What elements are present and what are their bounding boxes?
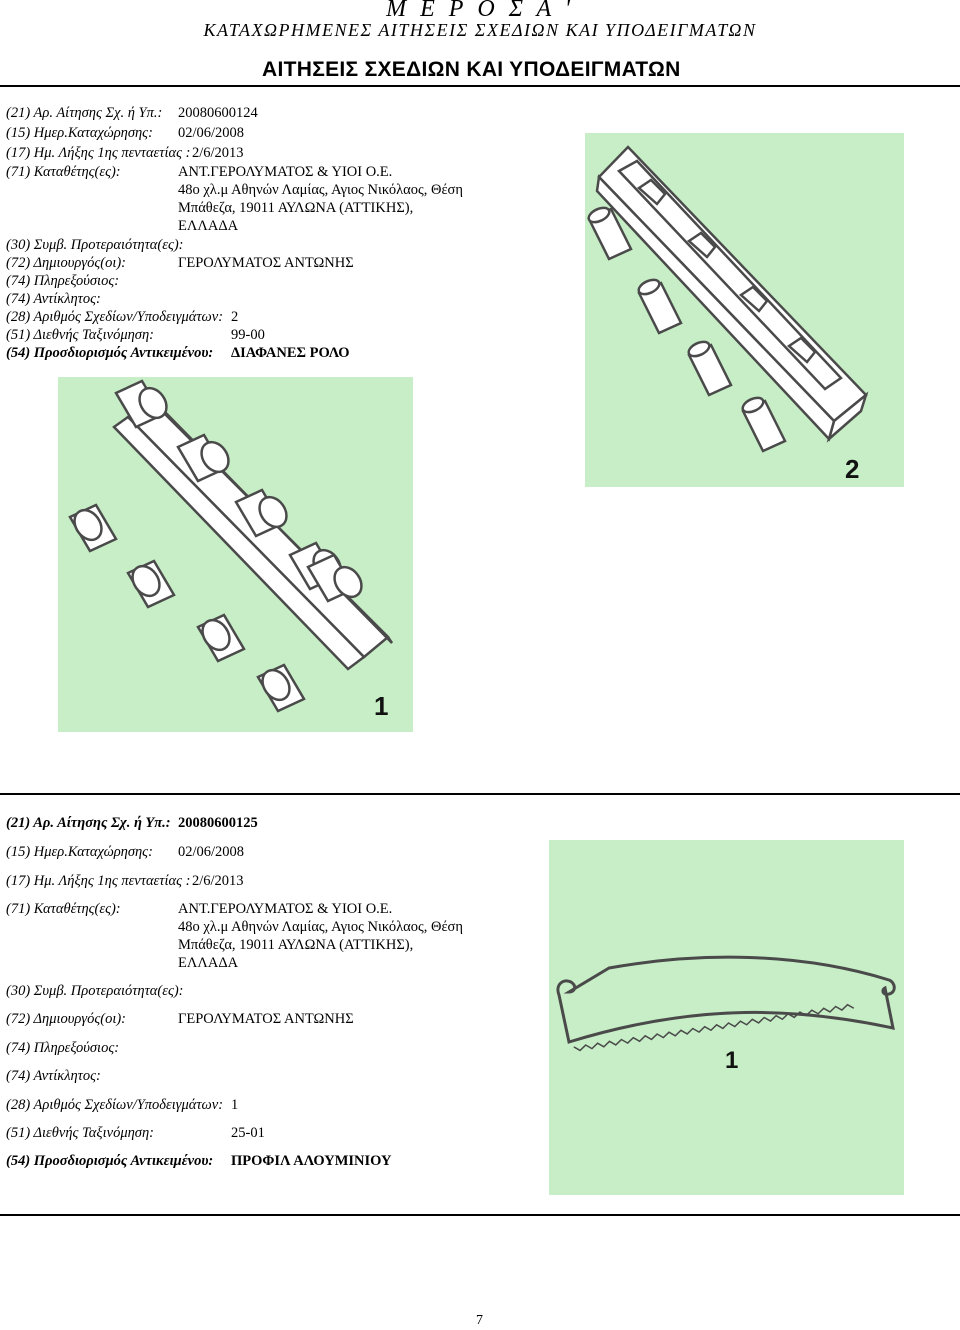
expiry-date-label: (17) Ημ. Λήξης 1ης πενταετίας : <box>6 145 191 161</box>
applicant-name: ΑΝΤ.ΓΕΡΟΛΥΜΑΤΟΣ & ΥΙΟΙ Ο.Ε. <box>178 164 393 180</box>
section-title: ΑΙΤΗΣΕΙΣ ΣΧΕΔΙΩΝ ΚΑΙ ΥΠΟΔΕΙΓΜΑΤΩΝ <box>262 58 681 81</box>
contact-row <box>6 290 101 308</box>
expiry-date-row <box>6 144 244 162</box>
priority-label: (30) Συμβ. Προτεραιότητα(ες): <box>6 983 184 999</box>
design-count-row <box>6 1096 239 1114</box>
address-text: 48ο χλ.μ Αθηνών Λαμίας, Αγιος Νικόλαος, Θέση <box>178 919 463 935</box>
contact-label: (74) Αντίκλητος: <box>6 1068 101 1084</box>
filing-date-row <box>6 124 245 142</box>
applicant-row <box>6 900 393 918</box>
design-count-label: (28) Αριθμός Σχεδίων/Υποδειγμάτων: <box>6 1097 224 1113</box>
classification-label: (51) Διεθνής Ταξινόμηση: <box>6 1125 154 1141</box>
design-figure-1 <box>549 840 904 1195</box>
classification-row <box>6 326 265 344</box>
app-number: 20080600125 <box>178 815 258 831</box>
app-number-label: (21) Αρ. Αίτησης Σχ. ή Υπ.: <box>6 105 163 121</box>
filing-date-label: (15) Ημερ.Καταχώρησης: <box>6 125 153 141</box>
designer-label: (72) Δημιουργός(οι): <box>6 1011 127 1027</box>
priority-row <box>6 236 184 254</box>
design-figure-2 <box>549 133 904 487</box>
filing-date-row <box>6 843 245 861</box>
agent-label: (74) Πληρεξούσιος: <box>6 273 120 289</box>
figure-number: 2 <box>845 454 860 484</box>
expiry-date-label: (17) Ημ. Λήξης 1ης πενταετίας : <box>6 873 191 889</box>
address-text: Μπάθεζα, 19011 ΑΥΛΩΝΑ (ΑΤΤΙΚΗΣ), <box>178 937 414 953</box>
designer-row <box>6 1010 354 1028</box>
address-text: ΕΛΛΑΔΑ <box>178 218 239 234</box>
product-row <box>6 344 350 362</box>
agent-label: (74) Πληρεξούσιος: <box>6 1040 120 1056</box>
agent-row <box>6 272 119 290</box>
expiry-date: 2/6/2013 <box>192 873 244 889</box>
design-count: 2 <box>231 309 239 325</box>
address-text: ΕΛΛΑΔΑ <box>178 955 239 971</box>
design-figure-1 <box>58 377 413 732</box>
app-number-row <box>6 104 258 122</box>
design-count-label: (28) Αριθμός Σχεδίων/Υποδειγμάτων: <box>6 309 224 325</box>
expiry-date-row <box>6 872 244 890</box>
applicant-label: (71) Καταθέτης(ες): <box>6 901 121 917</box>
app-number: 20080600124 <box>178 105 258 121</box>
header-divider <box>0 85 960 87</box>
designer-name: ΓΕΡΟΛΥΜΑΤΟΣ ΑΝΤΩΝΗΣ <box>178 1011 354 1027</box>
profile-drawing <box>549 840 904 1195</box>
expiry-date: 2/6/2013 <box>192 145 244 161</box>
entry-divider <box>0 793 960 795</box>
address-text: 48ο χλ.μ Αθηνών Λαμίας, Αγιος Νικόλαος, Θέση <box>178 182 463 198</box>
classification: 99-00 <box>231 327 265 343</box>
filing-date-label: (15) Ημερ.Καταχώρησης: <box>6 844 153 860</box>
app-number-label: (21) Αρ. Αίτησης Σχ. ή Υπ.: <box>6 815 171 831</box>
figure-number: 1 <box>725 1047 739 1074</box>
contact-label: (74) Αντίκλητος: <box>6 291 101 307</box>
product-label: (54) Προσδιορισμός Αντικειμένου: <box>6 345 214 361</box>
filing-date: 02/06/2008 <box>178 844 245 860</box>
roller-drawing-2 <box>549 133 904 487</box>
design-count: 1 <box>231 1097 239 1113</box>
product-name: ΔΙΑΦΑΝΕΣ ΡΟΛΟ <box>231 345 350 361</box>
priority-label: (30) Συμβ. Προτεραιότητα(ες): <box>6 237 184 253</box>
designer-row <box>6 254 354 272</box>
app-number-row <box>6 814 258 832</box>
roller-drawing-1 <box>58 377 413 732</box>
applicant-label: (71) Καταθέτης(ες): <box>6 164 121 180</box>
contact-row <box>6 1067 101 1085</box>
classification-label: (51) Διεθνής Ταξινόμηση: <box>6 327 154 343</box>
entry-divider <box>0 1214 960 1216</box>
applicant-row <box>6 163 393 181</box>
classification-row <box>6 1124 265 1142</box>
page-number: 7 <box>476 1313 483 1328</box>
classification: 25-01 <box>231 1125 265 1141</box>
agent-row <box>6 1039 119 1057</box>
product-row <box>6 1152 392 1170</box>
product-name: ΠΡΟΦΙΛ ΑΛΟΥΜΙΝΙΟΥ <box>231 1153 392 1169</box>
design-count-row <box>6 308 239 326</box>
part-heading: Μ Ε Ρ Ο Σ Α ' <box>386 0 574 22</box>
designer-label: (72) Δημιουργός(οι): <box>6 255 127 271</box>
designer-name: ΓΕΡΟΛΥΜΑΤΟΣ ΑΝΤΩΝΗΣ <box>178 255 354 271</box>
address-text: Μπάθεζα, 19011 ΑΥΛΩΝΑ (ΑΤΤΙΚΗΣ), <box>178 200 414 216</box>
applicant-name: ΑΝΤ.ΓΕΡΟΛΥΜΑΤΟΣ & ΥΙΟΙ Ο.Ε. <box>178 901 393 917</box>
priority-row <box>6 982 184 1000</box>
filing-date: 02/06/2008 <box>178 125 245 141</box>
publication-subtitle: ΚΑΤΑΧΩΡΗΜΕΝΕΣ ΑΙΤΗΣΕΙΣ ΣΧΕΔΙΩΝ ΚΑΙ ΥΠΟΔΕΙΓΜΑΤΩΝ <box>203 20 757 40</box>
figure-number: 1 <box>374 691 389 721</box>
product-label: (54) Προσδιορισμός Αντικειμένου: <box>6 1153 214 1169</box>
